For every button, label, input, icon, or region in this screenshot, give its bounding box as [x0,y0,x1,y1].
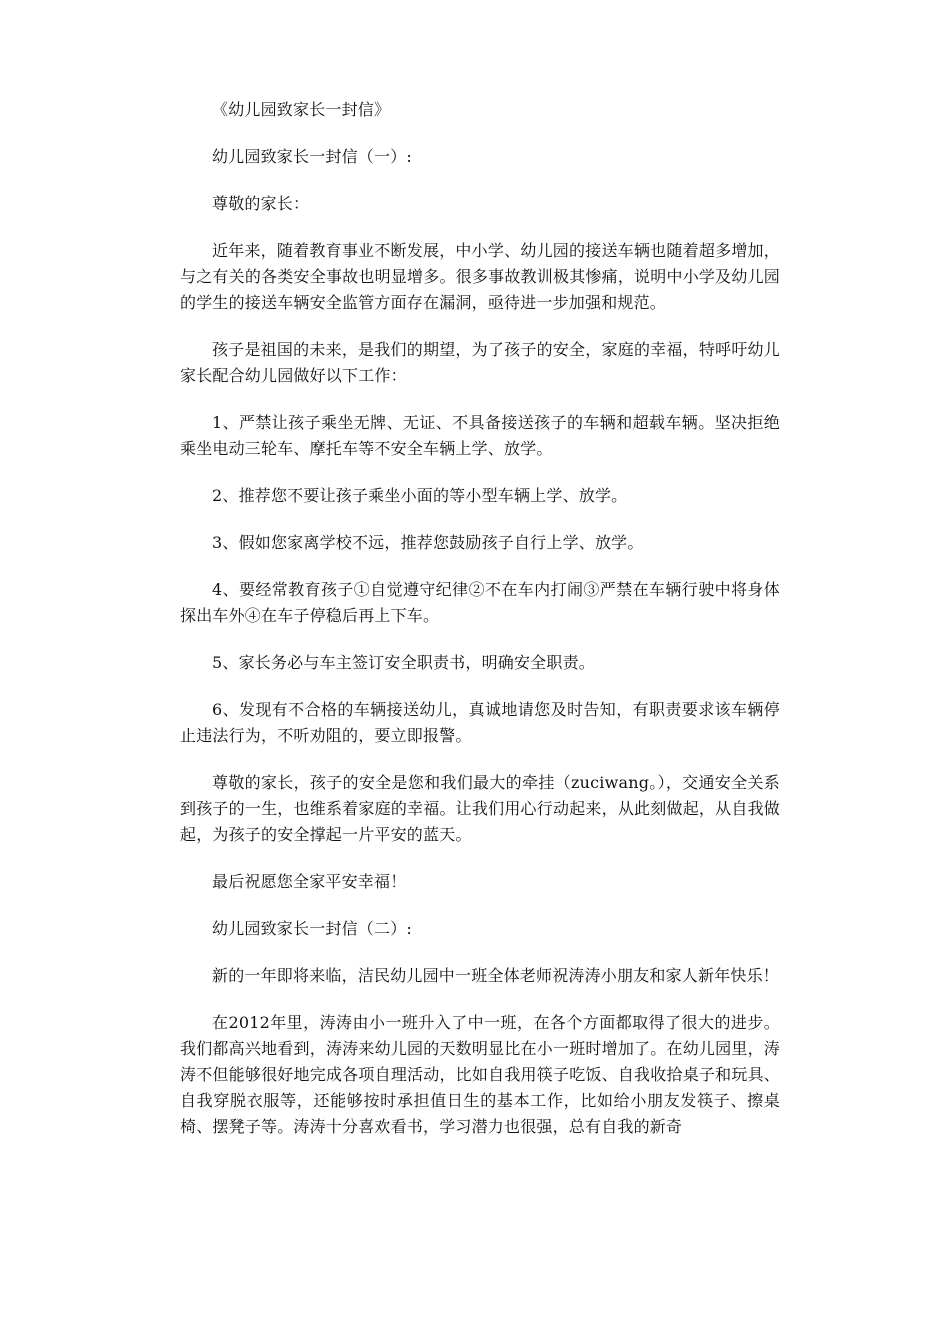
list-item: 1、严禁让孩子乘坐无牌、无证、不具备接送孩子的车辆和超载车辆。坚决拒绝乘坐电动三轮车、摩托车等不安全车辆上学、放学。 [180,413,780,458]
letter-one-heading: 幼儿园致家长一封信（一）: [212,147,412,166]
list-item: 2、推荐您不要让孩子乘坐小面的等小型车辆上学、放学。 [212,486,628,505]
paragraph: 孩子是祖国的未来，是我们的期望，为了孩子的安全，家庭的幸福，特呼吁幼儿家长配合幼儿园做好以下工作： [180,340,780,385]
document-title: 《幼儿园致家长一封信》 [212,100,391,119]
paragraph: 在2012年里，涛涛由小一班升入了中一班，在各个方面都取得了很大的进步。我们都高兴地看到，涛涛来幼儿园的天数明显比在小一班时增加了。在幼儿园里，涛涛不但能够很好地完成各项自理活动，比如自我用筷子吃饭、自我收拾桌子和玩具、自我穿脱衣服等，还能够按时承担值日生的基本工作，比如给小朋友发筷子、擦桌椅、摆凳子等。涛涛十分喜欢看书，学习潜力也很强，总有自我的新奇 [180,1013,780,1136]
list-item: 5、家长务必与车主签订安全职责书，明确安全职责。 [212,653,595,672]
list-item: 3、假如您家离学校不远，推荐您鼓励孩子自行上学、放学。 [212,533,644,552]
paragraph: 尊敬的家长，孩子的安全是您和我们最大的牵挂（zuciwang。），交通安全关系到孩子的一生，也维系着家庭的幸福。让我们用心行动起来，从此刻做起，从自我做起，为孩子的安全撑起一片平安的蓝天。 [180,773,780,844]
salutation: 尊敬的家长： [212,194,310,213]
paragraph: 新的一年即将来临，洁民幼儿园中一班全体老师祝涛涛小朋友和家人新年快乐！ [212,966,780,985]
document-body [180,97,780,1161]
closing-wish: 最后祝愿您全家平安幸福！ [212,872,407,891]
list-item: 4、要经常教育孩子①自觉遵守纪律②不在车内打闹③严禁在车辆行驶中将身体探出车外④在车子停稳后再上下车。 [180,580,780,625]
list-item: 6、发现有不合格的车辆接送幼儿，真诚地请您及时告知，有职责要求该车辆停止违法行为，不听劝阻的，要立即报警。 [180,700,780,745]
paragraph: 近年来，随着教育事业不断发展，中小学、幼儿园的接送车辆也随着超多增加，与之有关的各类安全事故也明显增多。很多事故教训极其惨痛，说明中小学及幼儿园的学生的接送车辆安全监管方面存在漏洞，亟待进一步加强和规范。 [180,241,780,312]
letter-two-heading: 幼儿园致家长一封信（二）: [212,919,412,938]
